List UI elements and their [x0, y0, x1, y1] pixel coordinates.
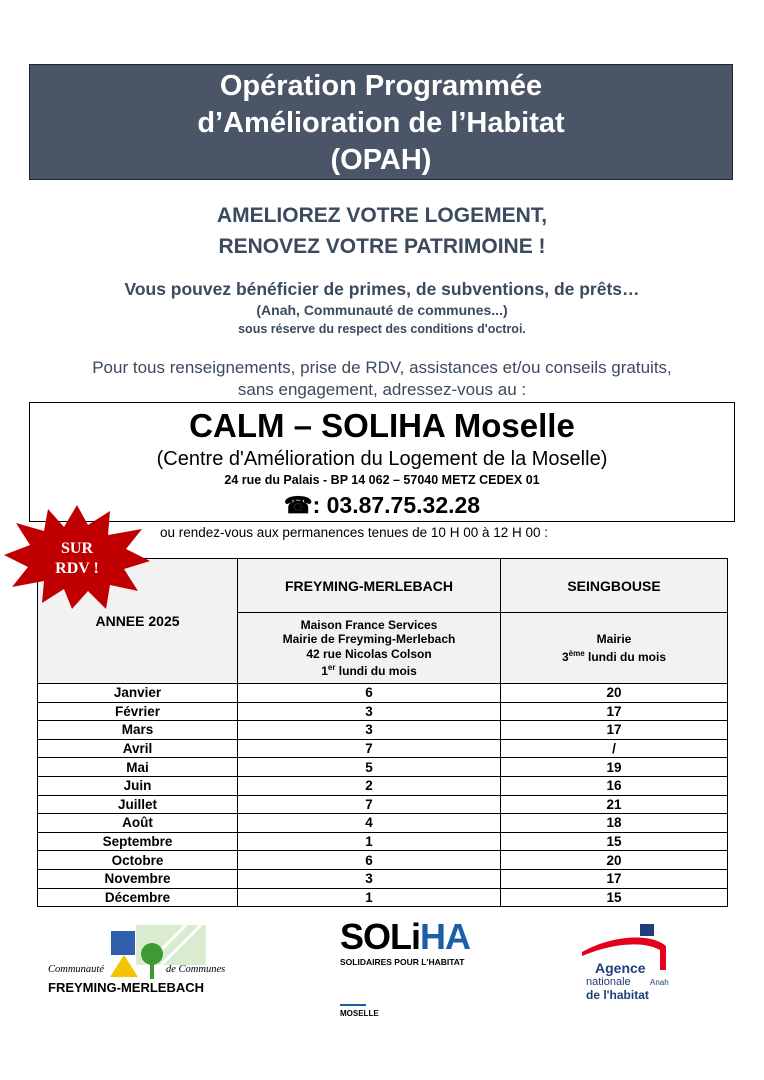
month-cell: Octobre: [38, 851, 238, 870]
month-cell: Novembre: [38, 869, 238, 888]
freyming-day-rest: lundi du mois: [335, 664, 417, 678]
anah-tag: Anah: [650, 978, 669, 987]
banner-title-line2: d’Amélioration de l’Habitat: [197, 107, 565, 139]
burst-shape: [4, 505, 150, 609]
soliha-tagline: SOLIDAIRES POUR L'HABITAT: [340, 957, 465, 967]
soliha-brand: [340, 917, 490, 957]
freyming-date: 1: [238, 832, 501, 851]
contact-intro-line1: Pour tous renseignements, prise de RDV, assistances et/ou conseils gratuits,: [92, 358, 672, 377]
organisation-address: 24 rue du Palais - BP 14 062 – 57040 METZ CEDEX 01: [224, 473, 540, 487]
table-row: [38, 702, 728, 721]
freyming-date: 6: [238, 684, 501, 703]
seingbouse-date: 21: [501, 795, 728, 814]
soliha-brand-part1: SOLi: [340, 916, 421, 957]
anah-line1: Agence: [595, 960, 646, 976]
year-label: ANNEE 2025: [95, 613, 180, 629]
month-cell: Février: [38, 702, 238, 721]
anah-line2: nationale: [586, 976, 631, 988]
phone-number[interactable]: : 03.87.75.32.28: [312, 492, 481, 518]
table-row: [38, 832, 728, 851]
burst-line2: RDV !: [55, 560, 99, 577]
seingbouse-date: 19: [501, 758, 728, 777]
soliha-region: MOSELLE: [340, 1009, 379, 1018]
freyming-date: 7: [238, 739, 501, 758]
contact-intro-line2: sans engagement, adressez-vous au :: [237, 380, 527, 399]
seingbouse-day: [501, 647, 727, 665]
ccfm-name: FREYMING-MERLEBACH: [48, 980, 204, 995]
seingbouse-day-num: 3: [561, 649, 569, 664]
seingbouse-date: /: [501, 739, 728, 758]
table-row: [38, 795, 728, 814]
month-cell: Décembre: [38, 888, 238, 907]
freyming-date: 2: [238, 776, 501, 795]
freyming-day: [238, 661, 500, 679]
anah-logo: [580, 922, 680, 1007]
benefits-headline: Vous pouvez bénéficier de primes, de subventions, de prêts…: [124, 279, 640, 299]
col-header-seingbouse: SEINGBOUSE: [501, 559, 728, 613]
seingbouse-location: [501, 613, 728, 684]
soliha-divider: [340, 1004, 366, 1006]
freyming-date: 7: [238, 795, 501, 814]
phone-icon: ☎: [283, 492, 313, 518]
organisation-name: CALM – SOLIHA Moselle: [189, 407, 575, 444]
freyming-place3: 42 rue Nicolas Colson: [306, 646, 432, 661]
seingbouse-date: 20: [501, 851, 728, 870]
seingbouse-day-sup: ème: [568, 648, 585, 658]
seingbouse-date: 15: [501, 832, 728, 851]
soliha-brand-part2: HA: [420, 916, 471, 957]
seingbouse-date: 20: [501, 684, 728, 703]
month-cell: Août: [38, 814, 238, 833]
seingbouse-date: 17: [501, 721, 728, 740]
banner-title-line3: (OPAH): [330, 144, 432, 176]
seingbouse-date: 18: [501, 814, 728, 833]
col-header-freyming: FREYMING-MERLEBACH: [238, 559, 501, 613]
ccfm-label-left: Communauté: [48, 964, 104, 975]
anah-line3: de l'habitat: [586, 988, 649, 1002]
freyming-date: 5: [238, 758, 501, 777]
table-row: [38, 758, 728, 777]
burst-line1: SUR: [60, 540, 94, 557]
table-row: [38, 851, 728, 870]
table-row: [38, 814, 728, 833]
slogan: [0, 200, 764, 262]
month-cell: Janvier: [38, 684, 238, 703]
freyming-day-num: 1: [321, 664, 328, 678]
freyming-place2: Mairie de Freyming-Merlebach: [282, 632, 456, 646]
sur-rdv-burst: [2, 503, 152, 611]
organisation-full-name: (Centre d'Amélioration du Logement de la Moselle): [156, 448, 608, 470]
seingbouse-date: 15: [501, 888, 728, 907]
benefits-condition: sous réserve du respect des conditions d'octroi.: [238, 322, 526, 336]
freyming-date: 3: [238, 702, 501, 721]
month-cell: Mars: [38, 721, 238, 740]
soliha-logo: [340, 917, 490, 1017]
table-row: [38, 869, 728, 888]
freyming-location: [238, 613, 501, 684]
freyming-date: 4: [238, 814, 501, 833]
month-cell: Septembre: [38, 832, 238, 851]
month-cell: Juillet: [38, 795, 238, 814]
seingbouse-day-rest: lundi du mois: [584, 649, 667, 664]
seingbouse-date: 16: [501, 776, 728, 795]
table-row: [38, 684, 728, 703]
title-banner: [29, 64, 733, 180]
banner-title-line1: Opération Programmée: [219, 70, 543, 102]
table-row: [38, 721, 728, 740]
seingbouse-date: 17: [501, 702, 728, 721]
slogan-line1: AMELIOREZ VOTRE LOGEMENT,: [216, 204, 548, 227]
month-cell: Mai: [38, 758, 238, 777]
freyming-date: 3: [238, 721, 501, 740]
table-row: [38, 739, 728, 758]
freyming-date: 6: [238, 851, 501, 870]
month-cell: Juin: [38, 776, 238, 795]
freyming-place1: Maison France Services: [300, 617, 438, 632]
seingbouse-place1: Mairie: [596, 632, 632, 646]
contact-intro: [0, 357, 764, 401]
seingbouse-date: 17: [501, 869, 728, 888]
freyming-date: 1: [238, 888, 501, 907]
slogan-line2: RENOVEZ VOTRE PATRIMOINE !: [218, 235, 546, 258]
table-row: [38, 888, 728, 907]
month-cell: Avril: [38, 739, 238, 758]
permanences-note: ou rendez-vous aux permanences tenues de 10 H 00 à 12 H 00 :: [160, 525, 548, 540]
ccfm-logo: [40, 925, 240, 1000]
benefits-sources: (Anah, Communauté de communes...): [256, 302, 508, 318]
table-row: [38, 776, 728, 795]
freyming-date: 3: [238, 869, 501, 888]
freyming-day-sup: er: [327, 663, 336, 672]
ccfm-label-right: de Communes: [166, 964, 226, 975]
